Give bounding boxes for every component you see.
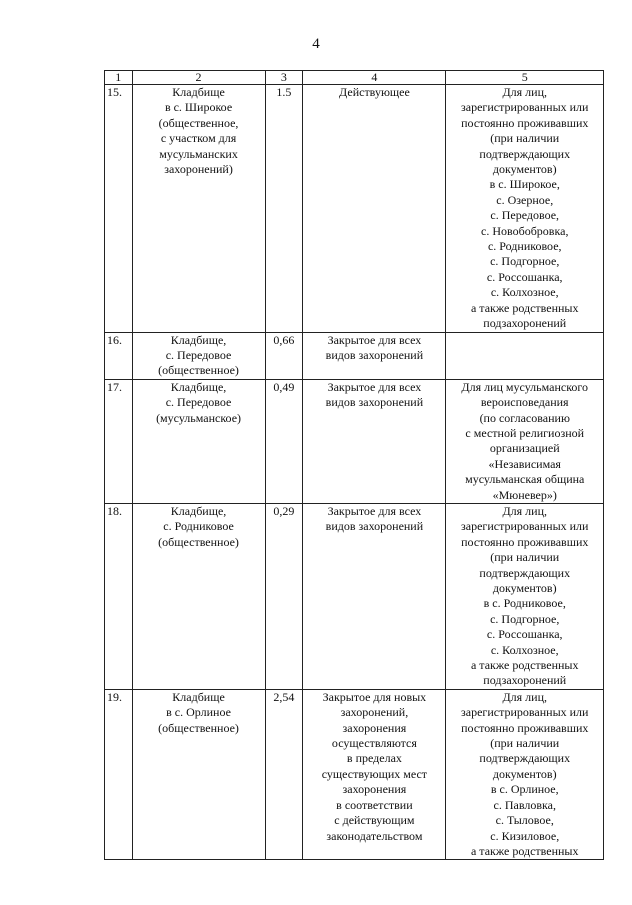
cemetery-name-line: Кладбище [172, 689, 225, 704]
eligible-persons [446, 379, 604, 503]
cemetery-name-line: (мусульманское) [156, 410, 242, 425]
eligible-persons-line: постоянно проживавших [461, 115, 589, 130]
cemetery-name-line: (общественное) [158, 363, 239, 378]
cemetery-status-line: существующих мест [321, 766, 428, 781]
cemetery-status-line: Закрытое для всех [327, 503, 422, 518]
eligible-persons-line: в с. Широкое, [489, 177, 560, 192]
eligible-persons-line: с. Передовое, [490, 208, 560, 223]
cemetery-name-line: с участком для [160, 131, 237, 146]
cemetery-area: 0,66 [265, 332, 303, 379]
row-number: 16. [105, 332, 133, 379]
cemetery-status [303, 689, 446, 859]
eligible-persons-line: с. Россошанка, [486, 627, 563, 642]
eligible-persons-line: организацией [489, 441, 560, 456]
eligible-persons-line: (при наличии [490, 736, 560, 751]
cemetery-name [132, 332, 265, 379]
eligible-persons-line: подзахоронений [483, 316, 567, 331]
table-row [105, 85, 604, 333]
cemetery-name-line: с. Родниковое [163, 519, 234, 534]
cemetery-status-line: Закрытое для всех [327, 332, 422, 347]
eligible-persons-line: подтверждающих [479, 146, 571, 161]
eligible-persons-line: (при наличии [490, 550, 560, 565]
cemetery-status-line: Действующее [339, 85, 410, 99]
eligible-persons-line: а также родственных [470, 843, 579, 858]
table-row [105, 332, 604, 379]
eligible-persons-line: документов) [492, 162, 557, 177]
eligible-persons-line: с местной религиозной [465, 425, 585, 440]
cemetery-name-line: (общественное) [158, 534, 239, 549]
table-header-row [105, 71, 604, 85]
cemetery-status-line: захоронения [342, 782, 407, 797]
cemetery-status-line: Закрытое для новых [322, 689, 427, 704]
column-header: 4 [303, 71, 446, 85]
cemetery-status [303, 379, 446, 503]
cemetery-table [104, 70, 604, 860]
eligible-persons-line: в с. Орлиное, [490, 782, 559, 797]
eligible-persons-line: (при наличии [490, 131, 560, 146]
eligible-persons-line: постоянно проживавших [461, 720, 589, 735]
cemetery-status-line: законодательством [326, 828, 423, 843]
eligible-persons-line: Для лиц мусульманского [461, 379, 589, 394]
cemetery-name-line: Кладбище, [170, 332, 227, 347]
eligible-persons-line: а также родственных [470, 300, 579, 315]
eligible-persons [446, 85, 604, 333]
eligible-persons-line: с. Колхозное, [490, 642, 559, 657]
cemetery-name [132, 503, 265, 689]
eligible-persons-line: подзахоронений [483, 673, 567, 688]
cemetery-status-line: видов захоронений [325, 395, 424, 410]
eligible-persons-line: зарегистрированных или [461, 100, 589, 115]
eligible-persons-line: зарегистрированных или [461, 705, 589, 720]
cemetery-status-line: захоронений, [340, 705, 409, 720]
cemetery-status [303, 503, 446, 689]
eligible-persons-line: мусульманская община [465, 472, 585, 487]
cemetery-name-line: (общественное) [158, 720, 239, 735]
row-number: 18. [105, 503, 133, 689]
eligible-persons-line: «Мюневер») [492, 487, 557, 502]
eligible-persons-line: с. Подгорное, [490, 611, 560, 626]
cemetery-status-line: в пределах [346, 751, 402, 766]
cemetery-name [132, 689, 265, 859]
eligible-persons-line: подтверждающих [479, 751, 571, 766]
cemetery-area: 2,54 [265, 689, 303, 859]
cemetery-status [303, 332, 446, 379]
eligible-persons [446, 689, 604, 859]
eligible-persons-line: в с. Родниковое, [483, 596, 566, 611]
cemetery-name-line: захоронений) [164, 162, 233, 177]
cemetery-status-line: осуществляются [331, 736, 417, 751]
cemetery-area: 0,29 [265, 503, 303, 689]
eligible-persons-line: а также родственных [470, 658, 579, 673]
column-header: 1 [105, 71, 133, 85]
eligible-persons-line: постоянно проживавших [461, 534, 589, 549]
eligible-persons-line: с. Россошанка, [486, 269, 563, 284]
table-row [105, 503, 604, 689]
eligible-persons-line: Для лиц, [502, 85, 547, 99]
eligible-persons-line: с. Тыловое, [495, 813, 554, 828]
eligible-persons-line: зарегистрированных или [461, 519, 589, 534]
cemetery-name-line: Кладбище, [170, 503, 227, 518]
eligible-persons-line: с. Кизиловое, [490, 828, 560, 843]
cemetery-status-line: захоронения [342, 720, 407, 735]
eligible-persons [446, 332, 604, 379]
column-header: 5 [446, 71, 604, 85]
eligible-persons-line: с. Подгорное, [490, 254, 560, 269]
cemetery-status [303, 85, 446, 333]
eligible-persons-line: документов) [492, 581, 557, 595]
eligible-persons-line: с. Павловка, [493, 797, 556, 812]
eligible-persons-line: (по согласованию [479, 410, 570, 425]
cemetery-area: 0,49 [265, 379, 303, 503]
cemetery-name-line: с. Передовое [165, 347, 232, 362]
cemetery-name-line: с. Передовое [165, 395, 232, 410]
eligible-persons-line: с. Колхозное, [490, 285, 559, 300]
cemetery-name-line: (общественное, [158, 115, 239, 130]
cemetery-status-line: Закрытое для всех [327, 379, 422, 394]
row-number: 17. [105, 379, 133, 503]
cemetery-status-line: в соответствии [336, 797, 413, 812]
cemetery-status-line: с действующим [334, 813, 415, 828]
eligible-persons-line: Для лиц, [502, 689, 547, 704]
cemetery-name-line: Кладбище, [170, 379, 227, 394]
eligible-persons-line: с. Озерное, [496, 192, 554, 207]
cemetery-name-line: в с. Широкое [164, 100, 233, 115]
table-row [105, 379, 604, 503]
column-header: 2 [132, 71, 265, 85]
cemetery-status-line: видов захоронений [325, 519, 424, 534]
eligible-persons-line: вероисповедания [480, 395, 569, 410]
cemetery-name-line: мусульманских [159, 146, 238, 161]
column-header: 3 [265, 71, 303, 85]
eligible-persons-line: подтверждающих [479, 565, 571, 580]
page-number: 4 [312, 36, 320, 52]
table-row [105, 689, 604, 859]
eligible-persons-line: документов) [492, 766, 557, 781]
row-number: 15. [105, 85, 133, 333]
cemetery-name-line: Кладбище [172, 85, 225, 99]
row-number: 19. [105, 689, 133, 859]
cemetery-area: 1.5 [265, 85, 303, 333]
eligible-persons-line: «Независимая [488, 456, 561, 471]
cemetery-name [132, 379, 265, 503]
cemetery-name-line: в с. Орлиное [166, 705, 231, 720]
eligible-persons-line: с. Новобобровка, [481, 223, 569, 238]
eligible-persons-line: Для лиц, [502, 503, 547, 518]
eligible-persons [446, 503, 604, 689]
cemetery-status-line: видов захоронений [325, 347, 424, 362]
eligible-persons-line: с. Родниковое, [487, 239, 562, 254]
cemetery-name [132, 85, 265, 333]
